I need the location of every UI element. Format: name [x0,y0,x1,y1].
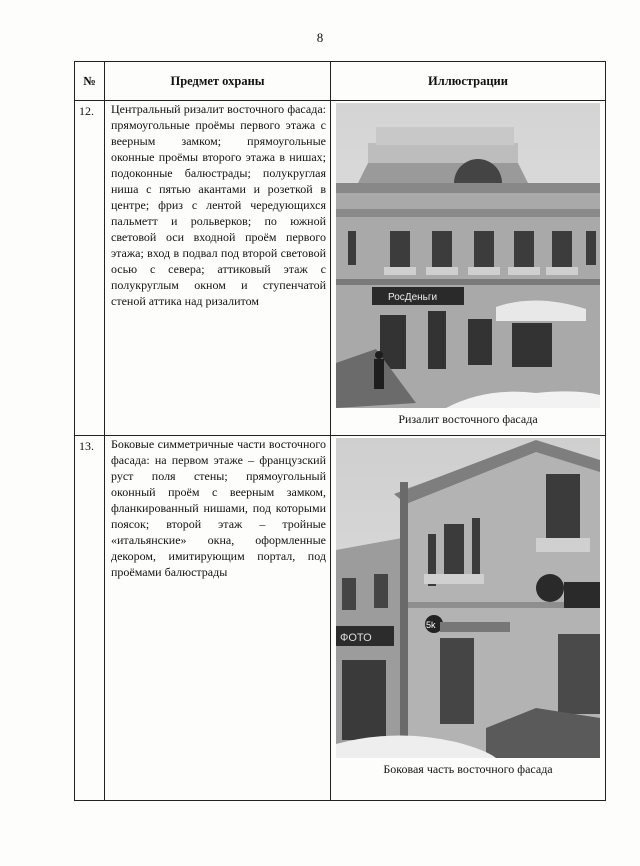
photo-sign-left: ФОТО [340,632,372,644]
photo-sign-center: 5k [426,620,436,630]
table-row [75,436,606,801]
shop-sign-text: РосДеньги [388,292,438,303]
subject-text: Центральный ризалит восточного фасада: прямоугольные проёмы первого этажа с веерным замком; прямоугольные оконные проёмы второго этажа в нишах; подоконные балюстрады; полукруглая ниша с пятью акантами и розеткой в центре; фриз с лентой чередующихся пальметт и рольверков; по южной световой оси входной проём первого этажа; вход в подвал под второй световой осью с севера; аттиковый этаж с полукруглым окном и ступенчатой стеной аттика над ризалитом [111,102,326,308]
header-num: № [75,62,105,101]
facade-photo-risalit [336,103,600,408]
table-header-row [75,62,606,101]
page-number: 8 [316,30,324,45]
illustration-cell [331,101,606,436]
subject-text: Боковые симметричные части восточного фасада: на первом этаже – французский руст поля стены; прямоугольный оконный проём с веерным замком, фланкированный нишами, под которыми поясок; второй этаж – тройные «итальянские» окна, оформленные декором, имитирующим портал, под проёмами балюстрады [111,437,326,579]
row-number: 13. [75,436,105,801]
photo-caption: Ризалит восточного фасада [398,412,538,426]
protection-table [74,61,606,801]
row-subject [105,436,331,801]
table-row [75,101,606,436]
illustration-cell [331,436,606,801]
header-subject: Предмет охраны [105,62,331,101]
row-subject [105,101,331,436]
row-number: 12. [75,101,105,436]
header-illustrations: Иллюстрации [331,62,606,101]
facade-photo-side [336,438,600,758]
photo-caption: Боковая часть восточного фасада [383,762,553,776]
